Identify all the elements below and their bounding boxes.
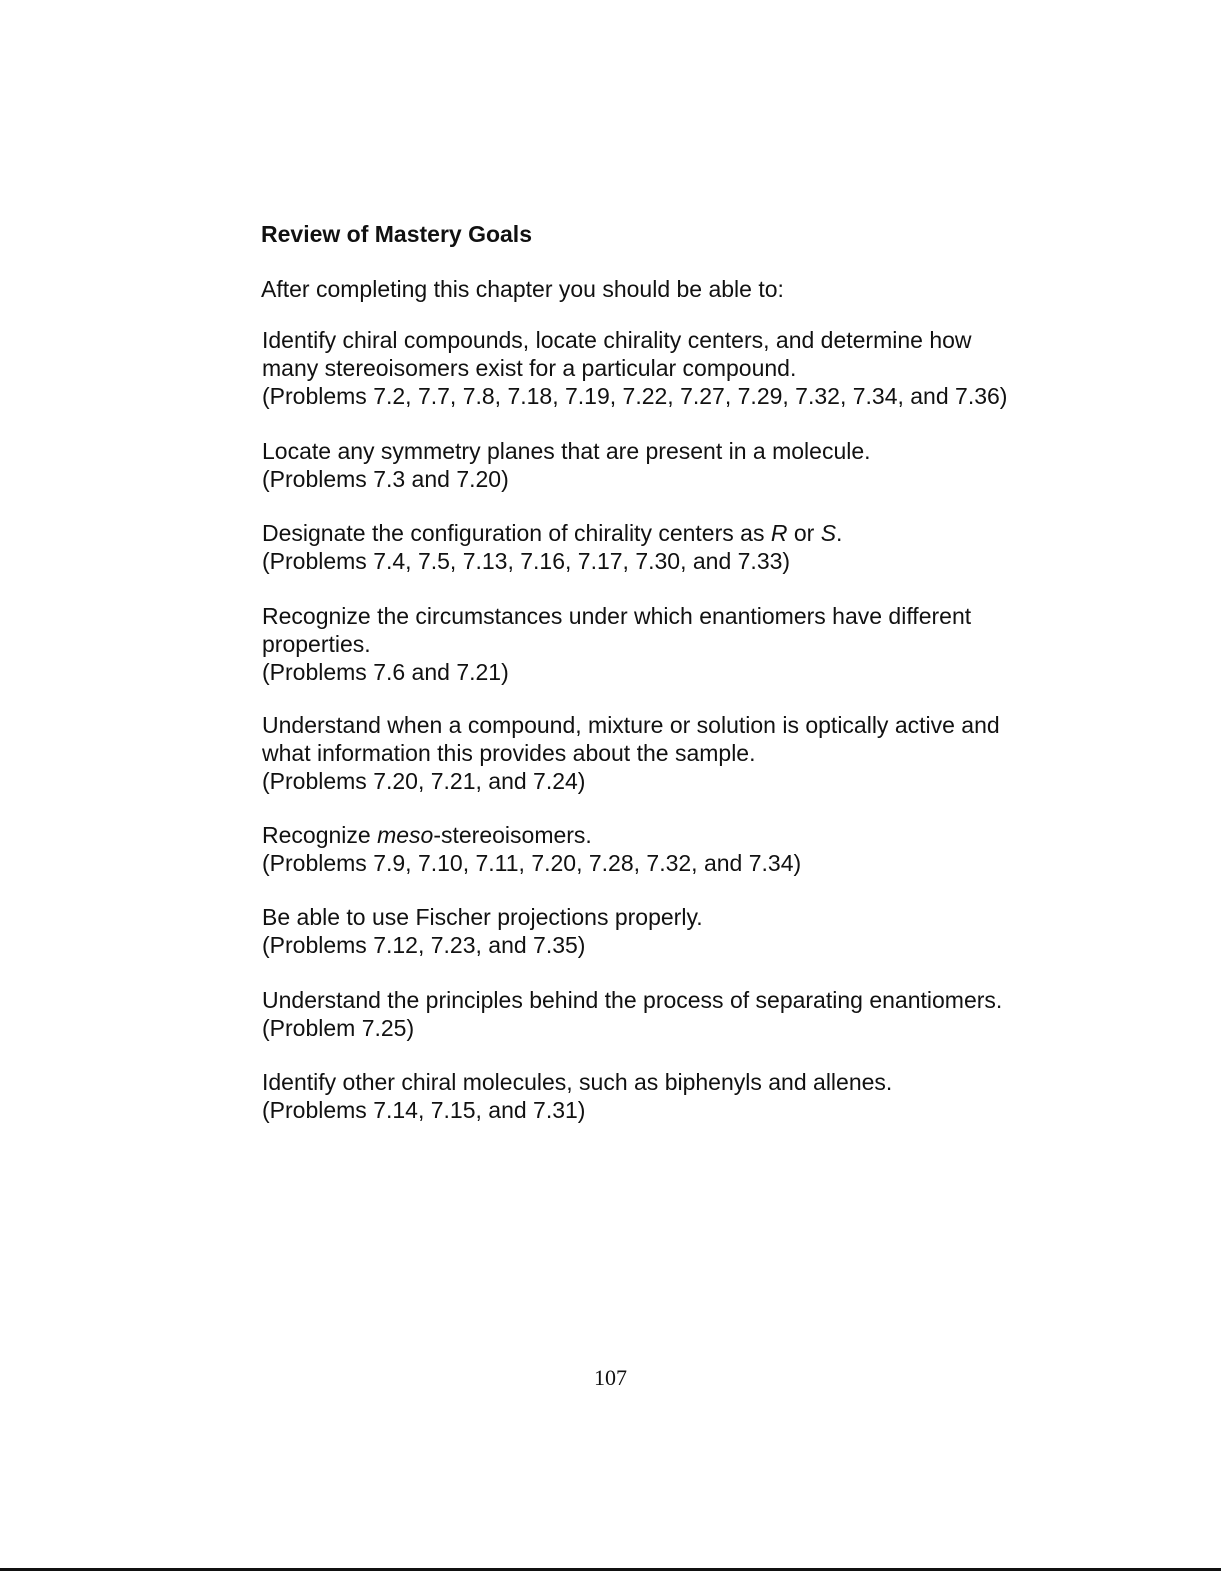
goal-text-segment: -stereoisomers. (433, 822, 592, 848)
goal-text-line: Understand the principles behind the process of separating enantiomers. (262, 987, 1003, 1013)
goal-text-line: properties. (262, 631, 371, 657)
goal-text-segment: or (787, 520, 821, 546)
goal-problems: (Problems 7.12, 7.23, and 7.35) (262, 932, 586, 958)
goal-item (262, 1068, 1062, 1124)
goal-item (262, 326, 1062, 410)
goal-item (262, 602, 1062, 686)
goal-text-line: many stereoisomers exist for a particular compound. (262, 355, 797, 381)
goal-text-italic: R (770, 520, 788, 546)
goal-text-line: Recognize the circumstances under which enantiomers have different (262, 603, 972, 629)
goal-item (262, 821, 1062, 877)
goal-item (262, 903, 1062, 959)
goal-problems: (Problem 7.25) (262, 1015, 415, 1041)
goal-problems: (Problems 7.3 and 7.20) (262, 466, 509, 492)
goal-problems: (Problems 7.6 and 7.21) (262, 659, 509, 685)
goal-text-line (262, 821, 1062, 849)
goal-problems: (Problems 7.20, 7.21, and 7.24) (262, 768, 586, 794)
goal-text-italic: meso (377, 822, 434, 848)
goal-item (262, 711, 1062, 795)
goal-text-line: Identify chiral compounds, locate chirality centers, and determine how (262, 327, 972, 353)
goal-text-segment: . (836, 520, 843, 546)
intro-text: After completing this chapter you should be able to: (261, 276, 784, 302)
goal-text-line: Locate any symmetry planes that are present in a molecule. (262, 438, 871, 464)
goal-text-segment: Designate the configuration of chirality centers as (262, 520, 771, 546)
goal-item (262, 986, 1062, 1042)
section-heading: Review of Mastery Goals (261, 221, 532, 247)
goal-text-line: what information this provides about the sample. (262, 740, 756, 766)
goal-text-segment: Recognize (262, 822, 378, 848)
page-number: 107 (594, 1365, 627, 1390)
goal-text-line (262, 519, 1062, 547)
goal-text-line: Be able to use Fischer projections properly. (262, 904, 703, 930)
goal-problems: (Problems 7.9, 7.10, 7.11, 7.20, 7.28, 7.32, and 7.34) (262, 850, 802, 876)
goal-text-italic: S (820, 520, 837, 546)
goal-problems: (Problems 7.4, 7.5, 7.13, 7.16, 7.17, 7.30, and 7.33) (262, 548, 791, 574)
bottom-rule (0, 1568, 1221, 1571)
goal-item (262, 519, 1062, 575)
goal-item (262, 437, 1062, 493)
goal-text-line: Identify other chiral molecules, such as biphenyls and allenes. (262, 1069, 893, 1095)
goal-text-line: Understand when a compound, mixture or solution is optically active and (262, 712, 1000, 738)
goal-problems: (Problems 7.2, 7.7, 7.8, 7.18, 7.19, 7.22, 7.27, 7.29, 7.32, 7.34, and 7.36) (262, 383, 1008, 409)
goal-problems: (Problems 7.14, 7.15, and 7.31) (262, 1097, 586, 1123)
